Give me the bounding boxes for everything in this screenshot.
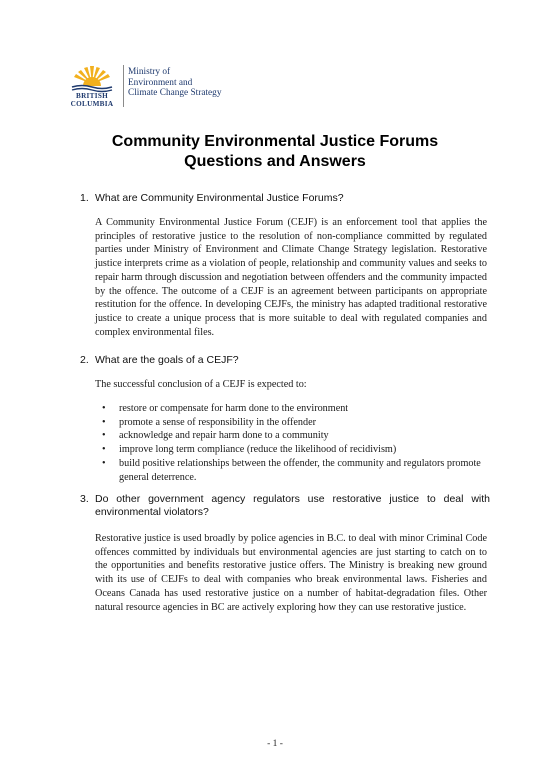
title-line-2: Questions and Answers [184, 152, 366, 170]
bullet-icon: • [102, 430, 106, 442]
question-3 [80, 493, 490, 519]
list-item: • acknowledge and repair harm done to a community [102, 430, 329, 442]
list-item: • build positive relationships between the offender, the community and regulators promote general deterrence. [102, 457, 481, 483]
bullet-icon: • [102, 444, 106, 456]
question-number: 1. [80, 192, 89, 204]
bullet-icon: • [102, 403, 106, 414]
ministry-line-3: Climate Change Strategy [128, 88, 222, 99]
question-text: Do other government agency regulators use restorative justice to deal with environmental violators? [95, 493, 490, 518]
goals-list [95, 402, 487, 484]
answer-3: Restorative justice is used broadly by police agencies in B.C. to deal with minor Criminal Code offences committed by individuals but environmental agencies are just starting to catch on to the opportunities and benefits restorative justice offers. The Ministry is breaking new ground with its use of CEJFs to deal with companies who break environmental laws. Fisheries and Oceans Canada has used restorative justice on a number of habitat-degradation files. Other natural resource agencies in BC are actively exploring how they can use restorative justice. [95, 533, 487, 613]
logo-wordmark [64, 92, 120, 108]
logo-word-columbia: COLUMBIA [70, 100, 114, 108]
answer-2-intro: The successful conclusion of a CEJF is expected to: [95, 379, 307, 390]
ministry-name [128, 67, 221, 99]
logo-word-british: BRITISH [75, 92, 109, 100]
question-text: What are Community Environmental Justice Forums? [95, 192, 344, 204]
page-number: - 1 - [267, 739, 283, 749]
ministry-line-2: Environment and [128, 77, 193, 88]
ministry-logo [64, 62, 244, 110]
question-2 [80, 354, 490, 367]
logo-divider [123, 65, 124, 107]
question-text: What are the goals of a CEJF? [95, 354, 239, 366]
list-item: • restore or compensate for harm done to the environment [102, 403, 349, 414]
answer-1: A Community Environmental Justice Forum (CEJF) is an enforcement tool that applies the principles of restorative justice to the resolution of non-compliance committed by regulated parties under Ministry of Environment and Climate Change Strategy legislation. Restorative justice interprets crime as a violation of people, relationship and community values and seeks to repair harm through discussion and negotiation between offenders and the community impacted by the offence. The outcome of a CEJF is an agreement between participants on appropriate restitution for the offence. In developing CEJFs, the ministry has adapted traditional restorative justice to create a unique process that is more suitable to deal with regulated companies and complex environmental files. [95, 217, 487, 338]
ministry-line-1: Ministry of [128, 67, 171, 77]
list-item: • improve long term compliance (reduce the likelihood of recidivism) [102, 444, 397, 456]
question-number: 3. [80, 493, 89, 505]
question-1 [80, 192, 490, 205]
bullet-icon: • [102, 457, 106, 469]
document-title [0, 132, 550, 171]
list-item: • promote a sense of responsibility in the offender [102, 416, 317, 428]
question-number: 2. [80, 354, 89, 366]
bullet-icon: • [102, 416, 106, 428]
title-line-1: Community Environmental Justice Forums [111, 133, 439, 150]
